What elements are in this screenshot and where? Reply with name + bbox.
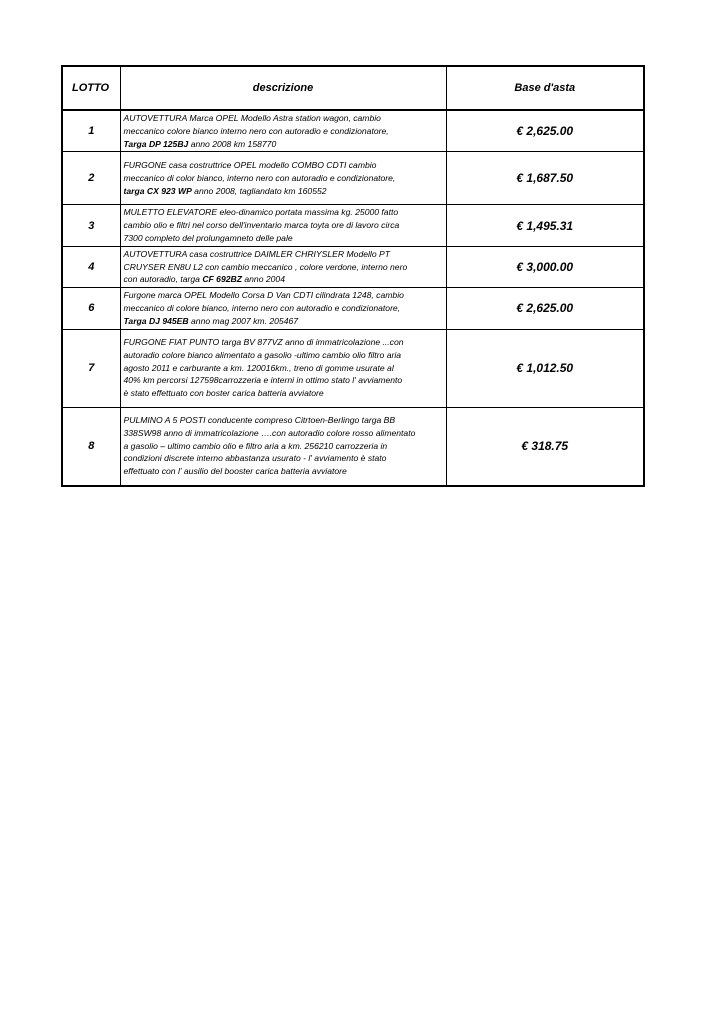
table-row — [62, 288, 644, 329]
description-line — [124, 289, 443, 302]
table-row — [62, 152, 644, 205]
description-text: cambio olio e filtri nel corso dell'inventario marca toyta ore di lavoro circa — [123, 220, 400, 231]
description-text: 40% km percorsi 127598carrozzeria e interni in ottimo stato l' avviamento — [123, 375, 403, 386]
description-text: FURGONE casa costruttrice OPEL modello COMBO CDTI cambio — [123, 160, 377, 171]
description-line — [124, 232, 443, 245]
lot-description — [120, 288, 446, 329]
auction-lots-table — [61, 65, 645, 487]
description-line — [124, 172, 443, 185]
description-line — [124, 362, 443, 375]
header-descrizione: descrizione — [120, 66, 446, 110]
lot-base-price: € 1,012.50 — [446, 329, 644, 407]
description-line — [124, 452, 443, 465]
description-line — [124, 336, 443, 349]
description-line — [124, 185, 443, 198]
description-text: anno 2008, tagliandato km 160552 — [191, 185, 327, 196]
description-line — [124, 112, 443, 125]
lot-number: 3 — [62, 205, 120, 246]
table-row — [62, 110, 644, 152]
description-text: anno 2004 — [241, 274, 285, 285]
description-line — [124, 414, 443, 427]
description-text: MULETTO ELEVATORE eleo-dinamico portata massima kg. 25000 fatto — [123, 207, 399, 218]
plate-number-text: CF 692BZ — [202, 274, 242, 285]
description-line — [124, 302, 443, 315]
description-text: FURGONE FIAT PUNTO targa BV 877VZ anno di immatricolazione ...con — [123, 337, 404, 348]
description-text: 7300 completo del prolungamneto delle pale — [123, 232, 293, 243]
description-line — [124, 159, 443, 172]
description-line — [124, 261, 443, 274]
description-line — [124, 138, 443, 151]
description-text: a gasolio – ultimo cambio olio e filtro aria a km. 256210 carrozzeria in — [123, 440, 388, 451]
header-lotto: LOTTO — [62, 66, 120, 110]
lot-number: 1 — [62, 110, 120, 152]
lot-base-price: € 2,625.00 — [446, 110, 644, 152]
lot-base-price: € 2,625.00 — [446, 288, 644, 329]
lots-body — [62, 110, 644, 486]
description-text: meccanico colore bianco interno nero con autoradio e condizionatore, — [123, 125, 389, 136]
lot-description — [120, 246, 446, 287]
plate-number-text: Targa DJ 945EB — [123, 315, 189, 326]
lot-number: 8 — [62, 407, 120, 486]
lot-number: 7 — [62, 329, 120, 407]
description-text: Furgone marca OPEL Modello Corsa D Van CDTI cilindrata 1248, cambio — [123, 290, 404, 301]
description-text: agosto 2011 e carburante a km. 120016km., treno di gomme usurate al — [123, 362, 394, 373]
lot-description — [120, 407, 446, 486]
description-text: anno mag 2007 km. 205467 — [188, 315, 299, 326]
description-text: è stato effettuato con boster carica batteria avviatore — [123, 388, 324, 399]
description-text: 338SW98 anno di immatricolazione ….con autoradio colore rosso alimentato — [123, 427, 416, 438]
description-line — [124, 248, 443, 261]
description-text: PULMINO A 5 POSTI conducente compreso Citrtoen-Berlingo targa BB — [123, 415, 396, 426]
description-text: anno 2008 km 158770 — [188, 138, 277, 149]
lot-description — [120, 329, 446, 407]
description-line — [124, 374, 443, 387]
description-text: meccanico di color bianco, interno nero con autoradio e condizionatore, — [123, 172, 396, 183]
description-line — [124, 427, 443, 440]
plate-number-text: targa CX 923 WP — [123, 185, 192, 196]
table-row — [62, 205, 644, 246]
description-text: condizioni discrete interno abbastanza usurato - l' avviamento è stato — [123, 453, 387, 464]
description-line — [124, 387, 443, 400]
description-text: autoradio colore bianco alimentato a gasolio -ultimo cambio olio filtro aria — [123, 349, 402, 360]
description-line — [124, 125, 443, 138]
description-line — [124, 273, 443, 286]
description-text: con autoradio, targa — [123, 274, 203, 285]
lot-number: 2 — [62, 152, 120, 205]
lot-base-price: € 1,687.50 — [446, 152, 644, 205]
description-line — [124, 315, 443, 328]
description-line — [124, 206, 443, 219]
description-text: AUTOVETTURA casa costruttrice DAIMLER CHRIYSLER Modello PT — [123, 248, 390, 259]
description-text: effettuato con l' ausilio del booster carica batteria avviatore — [123, 466, 347, 477]
description-text: meccanico di colore bianco, interno nero con autoradio e condizionatore, — [123, 302, 401, 313]
description-text: AUTOVETTURA Marca OPEL Modello Astra station wagon, cambio — [123, 113, 381, 123]
lot-number: 4 — [62, 246, 120, 287]
table-row — [62, 407, 644, 486]
lot-base-price: € 3,000.00 — [446, 246, 644, 287]
lot-description — [120, 205, 446, 246]
lot-base-price: € 1,495.31 — [446, 205, 644, 246]
lot-base-price: € 318.75 — [446, 407, 644, 486]
description-text: CRUYSER EN8U L2 con cambio meccanico , colore verdone, interno nero — [123, 261, 408, 272]
table-row — [62, 246, 644, 287]
description-line — [124, 219, 443, 232]
description-line — [124, 349, 443, 362]
lot-number: 6 — [62, 288, 120, 329]
table-row — [62, 329, 644, 407]
lot-description — [120, 110, 446, 152]
plate-number-text: Targa DP 125BJ — [123, 138, 189, 149]
header-row — [62, 66, 644, 110]
lot-description — [120, 152, 446, 205]
description-line — [124, 465, 443, 478]
description-line — [124, 440, 443, 453]
header-base-asta: Base d'asta — [446, 66, 644, 110]
